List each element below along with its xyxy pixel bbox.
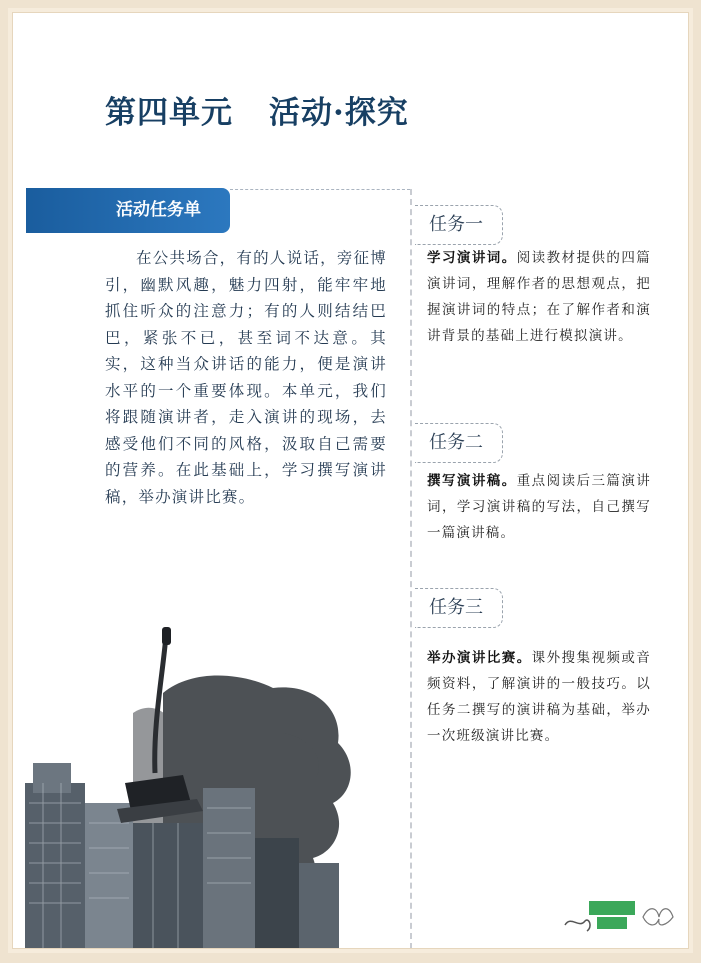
task-3-text: 课外搜集视频或音频资料，了解演讲的一般技巧。以任务二撰写的演讲稿为基础，举办一次班级演讲比赛。	[427, 650, 651, 744]
unit-number: 第四单元	[105, 95, 233, 131]
publisher-logo	[561, 895, 677, 939]
task-1-lead: 学习演讲词。	[427, 250, 517, 266]
task-1-body	[427, 245, 651, 349]
divider	[230, 189, 410, 190]
task-2-body	[427, 468, 651, 546]
intro-paragraph: 在公共场合，有的人说话，旁征博引，幽默风趣，魅力四射，能牢牢地抓住听众的注意力；有的人则结结巴巴，紧张不已，甚至词不达意。其实，这种当众讲话的能力，便是演讲水平的一个重要体现。本单元，我们将跟随演讲者，走入演讲的现场，去感受他们不同的风格，汲取自己需要的营养。在此基础上，学习撰写演讲稿，举办演讲比赛。	[105, 249, 387, 506]
unit-theme: 活动·探究	[269, 95, 409, 131]
task-2-tab	[415, 423, 503, 463]
activity-banner-label: 活动任务单	[116, 200, 201, 220]
task-2-lead: 撰写演讲稿。	[427, 473, 517, 489]
task-3-tab	[415, 588, 503, 628]
textbook-page	[12, 12, 689, 949]
task-2-title: 任务二	[429, 432, 483, 453]
task-2-text: 重点阅读后三篇演讲词，学习演讲稿的写法，自己撰写一篇演讲稿。	[427, 473, 651, 541]
task-3-body	[427, 645, 651, 749]
unit-title	[105, 87, 409, 132]
task-1-title: 任务一	[429, 214, 483, 235]
task-1-tab	[415, 205, 503, 245]
microphone-city-illustration	[13, 613, 413, 948]
task-3-title: 任务三	[429, 597, 483, 618]
task-1-text: 阅读教材提供的四篇演讲词，理解作者的思想观点，把握演讲词的特点；在了解作者和演讲背景的基础上进行模拟演讲。	[427, 250, 651, 344]
activity-banner	[26, 188, 230, 233]
task-3-lead: 举办演讲比赛。	[427, 650, 532, 666]
